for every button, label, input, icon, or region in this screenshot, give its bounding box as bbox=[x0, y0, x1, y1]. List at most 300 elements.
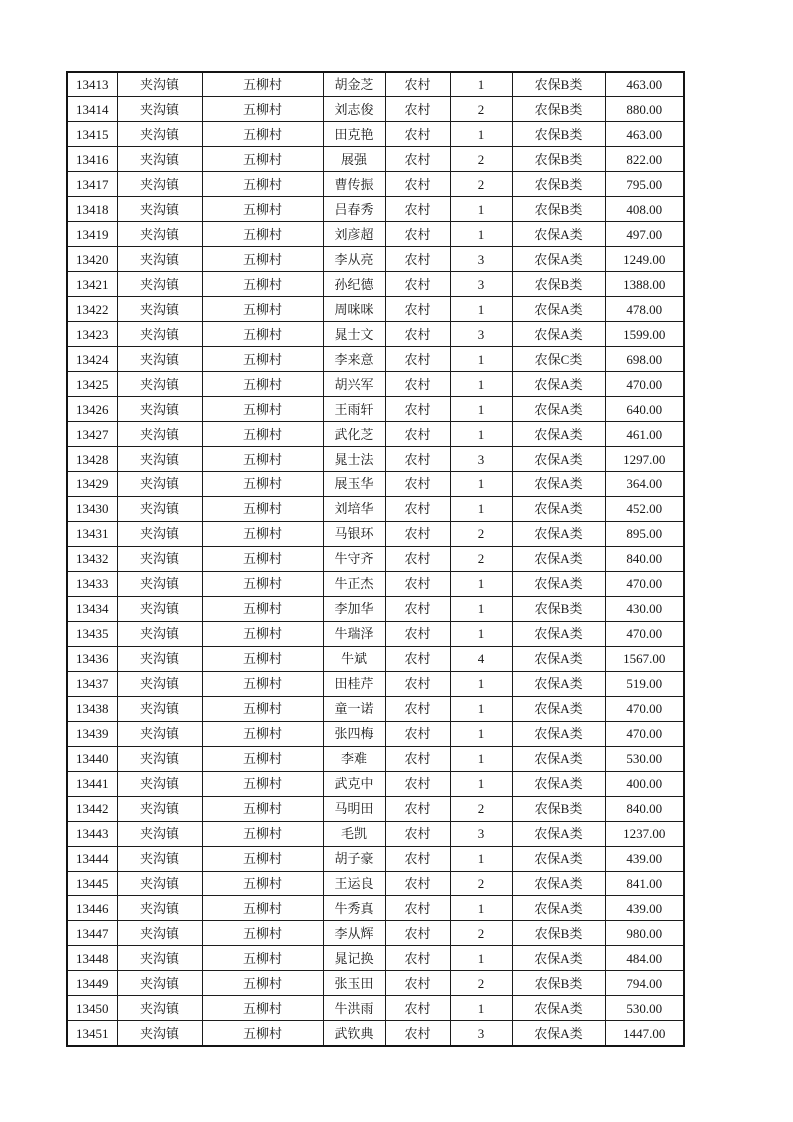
insurance-class-cell: 农保A类 bbox=[512, 1021, 605, 1046]
amount-cell: 880.00 bbox=[605, 97, 684, 122]
town-cell: 夹沟镇 bbox=[117, 72, 202, 97]
amount-cell: 895.00 bbox=[605, 521, 684, 546]
town-cell: 夹沟镇 bbox=[117, 896, 202, 921]
village-cell: 五柳村 bbox=[202, 322, 323, 347]
insurance-class-cell: 农保B类 bbox=[512, 197, 605, 222]
town-cell: 夹沟镇 bbox=[117, 696, 202, 721]
insurance-class-cell: 农保B类 bbox=[512, 796, 605, 821]
amount-cell: 470.00 bbox=[605, 571, 684, 596]
row-id-cell: 13440 bbox=[67, 746, 117, 771]
town-cell: 夹沟镇 bbox=[117, 147, 202, 172]
table-row bbox=[67, 721, 684, 746]
person-name-cell: 王运良 bbox=[323, 871, 385, 896]
amount-cell: 698.00 bbox=[605, 347, 684, 372]
household-category-cell: 农村 bbox=[385, 621, 450, 646]
table-row bbox=[67, 646, 684, 671]
table-row bbox=[67, 946, 684, 971]
member-count-cell: 1 bbox=[450, 496, 512, 521]
insurance-class-cell: 农保A类 bbox=[512, 746, 605, 771]
household-category-cell: 农村 bbox=[385, 796, 450, 821]
member-count-cell: 1 bbox=[450, 197, 512, 222]
member-count-cell: 2 bbox=[450, 796, 512, 821]
village-cell: 五柳村 bbox=[202, 472, 323, 497]
table-row bbox=[67, 496, 684, 521]
amount-cell: 439.00 bbox=[605, 896, 684, 921]
town-cell: 夹沟镇 bbox=[117, 197, 202, 222]
table-row bbox=[67, 621, 684, 646]
household-category-cell: 农村 bbox=[385, 372, 450, 397]
amount-cell: 1388.00 bbox=[605, 272, 684, 297]
household-category-cell: 农村 bbox=[385, 272, 450, 297]
table-row bbox=[67, 297, 684, 322]
table-row bbox=[67, 372, 684, 397]
village-cell: 五柳村 bbox=[202, 172, 323, 197]
row-id-cell: 13428 bbox=[67, 447, 117, 472]
member-count-cell: 1 bbox=[450, 222, 512, 247]
village-cell: 五柳村 bbox=[202, 821, 323, 846]
village-cell: 五柳村 bbox=[202, 746, 323, 771]
row-id-cell: 13434 bbox=[67, 596, 117, 621]
row-id-cell: 13413 bbox=[67, 72, 117, 97]
insurance-class-cell: 农保A类 bbox=[512, 646, 605, 671]
table-row bbox=[67, 222, 684, 247]
insurance-class-cell: 农保A类 bbox=[512, 946, 605, 971]
person-name-cell: 毛凯 bbox=[323, 821, 385, 846]
amount-cell: 463.00 bbox=[605, 72, 684, 97]
town-cell: 夹沟镇 bbox=[117, 921, 202, 946]
village-cell: 五柳村 bbox=[202, 921, 323, 946]
amount-cell: 822.00 bbox=[605, 147, 684, 172]
town-cell: 夹沟镇 bbox=[117, 621, 202, 646]
insurance-class-cell: 农保A类 bbox=[512, 721, 605, 746]
amount-cell: 519.00 bbox=[605, 671, 684, 696]
table-row bbox=[67, 72, 684, 97]
table-row bbox=[67, 846, 684, 871]
household-category-cell: 农村 bbox=[385, 746, 450, 771]
insurance-class-cell: 农保A类 bbox=[512, 372, 605, 397]
member-count-cell: 1 bbox=[450, 596, 512, 621]
amount-cell: 470.00 bbox=[605, 621, 684, 646]
village-cell: 五柳村 bbox=[202, 297, 323, 322]
amount-cell: 1249.00 bbox=[605, 247, 684, 272]
village-cell: 五柳村 bbox=[202, 397, 323, 422]
town-cell: 夹沟镇 bbox=[117, 821, 202, 846]
amount-cell: 530.00 bbox=[605, 746, 684, 771]
household-category-cell: 农村 bbox=[385, 247, 450, 272]
table-row bbox=[67, 996, 684, 1021]
amount-cell: 470.00 bbox=[605, 372, 684, 397]
row-id-cell: 13416 bbox=[67, 147, 117, 172]
household-category-cell: 农村 bbox=[385, 521, 450, 546]
member-count-cell: 1 bbox=[450, 397, 512, 422]
household-category-cell: 农村 bbox=[385, 996, 450, 1021]
amount-cell: 497.00 bbox=[605, 222, 684, 247]
records-table-body bbox=[67, 72, 684, 1046]
household-category-cell: 农村 bbox=[385, 297, 450, 322]
person-name-cell: 孙纪德 bbox=[323, 272, 385, 297]
insurance-class-cell: 农保B类 bbox=[512, 921, 605, 946]
amount-cell: 1447.00 bbox=[605, 1021, 684, 1046]
household-category-cell: 农村 bbox=[385, 422, 450, 447]
insurance-class-cell: 农保A类 bbox=[512, 621, 605, 646]
table-row bbox=[67, 546, 684, 571]
member-count-cell: 2 bbox=[450, 871, 512, 896]
row-id-cell: 13444 bbox=[67, 846, 117, 871]
row-id-cell: 13448 bbox=[67, 946, 117, 971]
table-row bbox=[67, 472, 684, 497]
town-cell: 夹沟镇 bbox=[117, 347, 202, 372]
amount-cell: 478.00 bbox=[605, 297, 684, 322]
village-cell: 五柳村 bbox=[202, 147, 323, 172]
person-name-cell: 武化芝 bbox=[323, 422, 385, 447]
row-id-cell: 13432 bbox=[67, 546, 117, 571]
village-cell: 五柳村 bbox=[202, 496, 323, 521]
household-category-cell: 农村 bbox=[385, 771, 450, 796]
town-cell: 夹沟镇 bbox=[117, 721, 202, 746]
table-row bbox=[67, 971, 684, 996]
row-id-cell: 13436 bbox=[67, 646, 117, 671]
household-category-cell: 农村 bbox=[385, 397, 450, 422]
town-cell: 夹沟镇 bbox=[117, 496, 202, 521]
row-id-cell: 13451 bbox=[67, 1021, 117, 1046]
household-category-cell: 农村 bbox=[385, 172, 450, 197]
person-name-cell: 马银环 bbox=[323, 521, 385, 546]
household-category-cell: 农村 bbox=[385, 846, 450, 871]
amount-cell: 841.00 bbox=[605, 871, 684, 896]
insurance-class-cell: 农保A类 bbox=[512, 397, 605, 422]
town-cell: 夹沟镇 bbox=[117, 646, 202, 671]
member-count-cell: 4 bbox=[450, 646, 512, 671]
amount-cell: 400.00 bbox=[605, 771, 684, 796]
person-name-cell: 李从辉 bbox=[323, 921, 385, 946]
insurance-class-cell: 农保A类 bbox=[512, 771, 605, 796]
insurance-class-cell: 农保A类 bbox=[512, 521, 605, 546]
member-count-cell: 1 bbox=[450, 571, 512, 596]
table-row bbox=[67, 896, 684, 921]
person-name-cell: 张玉田 bbox=[323, 971, 385, 996]
village-cell: 五柳村 bbox=[202, 846, 323, 871]
person-name-cell: 晁士法 bbox=[323, 447, 385, 472]
insurance-class-cell: 农保A类 bbox=[512, 846, 605, 871]
insurance-class-cell: 农保A类 bbox=[512, 297, 605, 322]
household-category-cell: 农村 bbox=[385, 971, 450, 996]
household-category-cell: 农村 bbox=[385, 696, 450, 721]
household-category-cell: 农村 bbox=[385, 946, 450, 971]
member-count-cell: 1 bbox=[450, 996, 512, 1021]
member-count-cell: 1 bbox=[450, 946, 512, 971]
insurance-class-cell: 农保A类 bbox=[512, 571, 605, 596]
insurance-class-cell: 农保A类 bbox=[512, 247, 605, 272]
town-cell: 夹沟镇 bbox=[117, 996, 202, 1021]
town-cell: 夹沟镇 bbox=[117, 422, 202, 447]
town-cell: 夹沟镇 bbox=[117, 172, 202, 197]
member-count-cell: 1 bbox=[450, 746, 512, 771]
household-category-cell: 农村 bbox=[385, 596, 450, 621]
row-id-cell: 13445 bbox=[67, 871, 117, 896]
village-cell: 五柳村 bbox=[202, 122, 323, 147]
village-cell: 五柳村 bbox=[202, 696, 323, 721]
row-id-cell: 13421 bbox=[67, 272, 117, 297]
table-row bbox=[67, 322, 684, 347]
insurance-class-cell: 农保A类 bbox=[512, 671, 605, 696]
town-cell: 夹沟镇 bbox=[117, 746, 202, 771]
person-name-cell: 牛秀真 bbox=[323, 896, 385, 921]
person-name-cell: 李难 bbox=[323, 746, 385, 771]
village-cell: 五柳村 bbox=[202, 596, 323, 621]
amount-cell: 1567.00 bbox=[605, 646, 684, 671]
row-id-cell: 13424 bbox=[67, 347, 117, 372]
table-row bbox=[67, 771, 684, 796]
insurance-class-cell: 农保A类 bbox=[512, 447, 605, 472]
village-cell: 五柳村 bbox=[202, 447, 323, 472]
row-id-cell: 13418 bbox=[67, 197, 117, 222]
town-cell: 夹沟镇 bbox=[117, 372, 202, 397]
insurance-class-cell: 农保A类 bbox=[512, 821, 605, 846]
amount-cell: 794.00 bbox=[605, 971, 684, 996]
village-cell: 五柳村 bbox=[202, 946, 323, 971]
table-row bbox=[67, 746, 684, 771]
household-category-cell: 农村 bbox=[385, 97, 450, 122]
town-cell: 夹沟镇 bbox=[117, 946, 202, 971]
household-category-cell: 农村 bbox=[385, 72, 450, 97]
amount-cell: 470.00 bbox=[605, 721, 684, 746]
amount-cell: 530.00 bbox=[605, 996, 684, 1021]
table-row bbox=[67, 122, 684, 147]
person-name-cell: 牛斌 bbox=[323, 646, 385, 671]
village-cell: 五柳村 bbox=[202, 1021, 323, 1046]
table-row bbox=[67, 447, 684, 472]
village-cell: 五柳村 bbox=[202, 372, 323, 397]
row-id-cell: 13443 bbox=[67, 821, 117, 846]
person-name-cell: 牛正杰 bbox=[323, 571, 385, 596]
row-id-cell: 13450 bbox=[67, 996, 117, 1021]
member-count-cell: 1 bbox=[450, 771, 512, 796]
household-category-cell: 农村 bbox=[385, 197, 450, 222]
village-cell: 五柳村 bbox=[202, 422, 323, 447]
member-count-cell: 1 bbox=[450, 297, 512, 322]
table-row bbox=[67, 197, 684, 222]
row-id-cell: 13438 bbox=[67, 696, 117, 721]
member-count-cell: 2 bbox=[450, 971, 512, 996]
village-cell: 五柳村 bbox=[202, 896, 323, 921]
member-count-cell: 1 bbox=[450, 846, 512, 871]
member-count-cell: 1 bbox=[450, 896, 512, 921]
amount-cell: 461.00 bbox=[605, 422, 684, 447]
person-name-cell: 李加华 bbox=[323, 596, 385, 621]
person-name-cell: 王雨轩 bbox=[323, 397, 385, 422]
household-category-cell: 农村 bbox=[385, 496, 450, 521]
insurance-class-cell: 农保B类 bbox=[512, 596, 605, 621]
row-id-cell: 13447 bbox=[67, 921, 117, 946]
town-cell: 夹沟镇 bbox=[117, 322, 202, 347]
village-cell: 五柳村 bbox=[202, 671, 323, 696]
member-count-cell: 1 bbox=[450, 372, 512, 397]
row-id-cell: 13439 bbox=[67, 721, 117, 746]
amount-cell: 840.00 bbox=[605, 796, 684, 821]
person-name-cell: 牛洪雨 bbox=[323, 996, 385, 1021]
town-cell: 夹沟镇 bbox=[117, 671, 202, 696]
amount-cell: 840.00 bbox=[605, 546, 684, 571]
row-id-cell: 13433 bbox=[67, 571, 117, 596]
village-cell: 五柳村 bbox=[202, 546, 323, 571]
amount-cell: 484.00 bbox=[605, 946, 684, 971]
village-cell: 五柳村 bbox=[202, 72, 323, 97]
person-name-cell: 展强 bbox=[323, 147, 385, 172]
person-name-cell: 晁士文 bbox=[323, 322, 385, 347]
table-row bbox=[67, 521, 684, 546]
row-id-cell: 13429 bbox=[67, 472, 117, 497]
person-name-cell: 吕春秀 bbox=[323, 197, 385, 222]
person-name-cell: 童一诺 bbox=[323, 696, 385, 721]
town-cell: 夹沟镇 bbox=[117, 97, 202, 122]
row-id-cell: 13449 bbox=[67, 971, 117, 996]
amount-cell: 470.00 bbox=[605, 696, 684, 721]
person-name-cell: 武克中 bbox=[323, 771, 385, 796]
table-row bbox=[67, 671, 684, 696]
household-category-cell: 农村 bbox=[385, 871, 450, 896]
records-table bbox=[66, 71, 685, 1047]
member-count-cell: 2 bbox=[450, 521, 512, 546]
person-name-cell: 刘彦超 bbox=[323, 222, 385, 247]
member-count-cell: 2 bbox=[450, 147, 512, 172]
household-category-cell: 农村 bbox=[385, 347, 450, 372]
person-name-cell: 牛瑞泽 bbox=[323, 621, 385, 646]
row-id-cell: 13441 bbox=[67, 771, 117, 796]
table-row bbox=[67, 247, 684, 272]
town-cell: 夹沟镇 bbox=[117, 397, 202, 422]
town-cell: 夹沟镇 bbox=[117, 272, 202, 297]
member-count-cell: 1 bbox=[450, 721, 512, 746]
insurance-class-cell: 农保A类 bbox=[512, 696, 605, 721]
village-cell: 五柳村 bbox=[202, 646, 323, 671]
town-cell: 夹沟镇 bbox=[117, 297, 202, 322]
person-name-cell: 胡兴军 bbox=[323, 372, 385, 397]
table-row bbox=[67, 596, 684, 621]
insurance-class-cell: 农保A类 bbox=[512, 546, 605, 571]
row-id-cell: 13420 bbox=[67, 247, 117, 272]
insurance-class-cell: 农保A类 bbox=[512, 322, 605, 347]
person-name-cell: 武钦典 bbox=[323, 1021, 385, 1046]
village-cell: 五柳村 bbox=[202, 347, 323, 372]
insurance-class-cell: 农保A类 bbox=[512, 222, 605, 247]
row-id-cell: 13425 bbox=[67, 372, 117, 397]
town-cell: 夹沟镇 bbox=[117, 472, 202, 497]
table-row bbox=[67, 821, 684, 846]
row-id-cell: 13414 bbox=[67, 97, 117, 122]
row-id-cell: 13430 bbox=[67, 496, 117, 521]
table-row bbox=[67, 921, 684, 946]
person-name-cell: 牛守齐 bbox=[323, 546, 385, 571]
member-count-cell: 3 bbox=[450, 1021, 512, 1046]
row-id-cell: 13422 bbox=[67, 297, 117, 322]
row-id-cell: 13415 bbox=[67, 122, 117, 147]
member-count-cell: 3 bbox=[450, 821, 512, 846]
town-cell: 夹沟镇 bbox=[117, 846, 202, 871]
town-cell: 夹沟镇 bbox=[117, 971, 202, 996]
insurance-class-cell: 农保A类 bbox=[512, 896, 605, 921]
village-cell: 五柳村 bbox=[202, 197, 323, 222]
member-count-cell: 3 bbox=[450, 272, 512, 297]
village-cell: 五柳村 bbox=[202, 971, 323, 996]
person-name-cell: 张四梅 bbox=[323, 721, 385, 746]
insurance-class-cell: 农保B类 bbox=[512, 147, 605, 172]
person-name-cell: 周咪咪 bbox=[323, 297, 385, 322]
person-name-cell: 胡子豪 bbox=[323, 846, 385, 871]
table-row bbox=[67, 422, 684, 447]
person-name-cell: 刘培华 bbox=[323, 496, 385, 521]
member-count-cell: 1 bbox=[450, 422, 512, 447]
household-category-cell: 农村 bbox=[385, 147, 450, 172]
insurance-class-cell: 农保A类 bbox=[512, 996, 605, 1021]
member-count-cell: 3 bbox=[450, 247, 512, 272]
household-category-cell: 农村 bbox=[385, 646, 450, 671]
insurance-class-cell: 农保B类 bbox=[512, 971, 605, 996]
member-count-cell: 1 bbox=[450, 72, 512, 97]
village-cell: 五柳村 bbox=[202, 247, 323, 272]
member-count-cell: 1 bbox=[450, 472, 512, 497]
row-id-cell: 13426 bbox=[67, 397, 117, 422]
amount-cell: 452.00 bbox=[605, 496, 684, 521]
amount-cell: 439.00 bbox=[605, 846, 684, 871]
village-cell: 五柳村 bbox=[202, 871, 323, 896]
household-category-cell: 农村 bbox=[385, 447, 450, 472]
amount-cell: 980.00 bbox=[605, 921, 684, 946]
table-row bbox=[67, 272, 684, 297]
table-row bbox=[67, 397, 684, 422]
table-row bbox=[67, 871, 684, 896]
household-category-cell: 农村 bbox=[385, 821, 450, 846]
table-row bbox=[67, 696, 684, 721]
town-cell: 夹沟镇 bbox=[117, 771, 202, 796]
person-name-cell: 李来意 bbox=[323, 347, 385, 372]
insurance-class-cell: 农保A类 bbox=[512, 472, 605, 497]
member-count-cell: 2 bbox=[450, 921, 512, 946]
household-category-cell: 农村 bbox=[385, 671, 450, 696]
table-row bbox=[67, 172, 684, 197]
town-cell: 夹沟镇 bbox=[117, 596, 202, 621]
table-row bbox=[67, 347, 684, 372]
household-category-cell: 农村 bbox=[385, 546, 450, 571]
insurance-class-cell: 农保C类 bbox=[512, 347, 605, 372]
amount-cell: 1599.00 bbox=[605, 322, 684, 347]
amount-cell: 364.00 bbox=[605, 472, 684, 497]
village-cell: 五柳村 bbox=[202, 721, 323, 746]
row-id-cell: 13417 bbox=[67, 172, 117, 197]
member-count-cell: 1 bbox=[450, 122, 512, 147]
member-count-cell: 1 bbox=[450, 347, 512, 372]
member-count-cell: 1 bbox=[450, 671, 512, 696]
insurance-class-cell: 农保A类 bbox=[512, 871, 605, 896]
member-count-cell: 2 bbox=[450, 172, 512, 197]
village-cell: 五柳村 bbox=[202, 521, 323, 546]
row-id-cell: 13419 bbox=[67, 222, 117, 247]
village-cell: 五柳村 bbox=[202, 222, 323, 247]
row-id-cell: 13446 bbox=[67, 896, 117, 921]
village-cell: 五柳村 bbox=[202, 272, 323, 297]
table-row bbox=[67, 97, 684, 122]
table-row bbox=[67, 796, 684, 821]
row-id-cell: 13435 bbox=[67, 621, 117, 646]
amount-cell: 1237.00 bbox=[605, 821, 684, 846]
row-id-cell: 13423 bbox=[67, 322, 117, 347]
insurance-class-cell: 农保B类 bbox=[512, 272, 605, 297]
person-name-cell: 展玉华 bbox=[323, 472, 385, 497]
town-cell: 夹沟镇 bbox=[117, 447, 202, 472]
household-category-cell: 农村 bbox=[385, 571, 450, 596]
amount-cell: 640.00 bbox=[605, 397, 684, 422]
amount-cell: 430.00 bbox=[605, 596, 684, 621]
person-name-cell: 李从亮 bbox=[323, 247, 385, 272]
